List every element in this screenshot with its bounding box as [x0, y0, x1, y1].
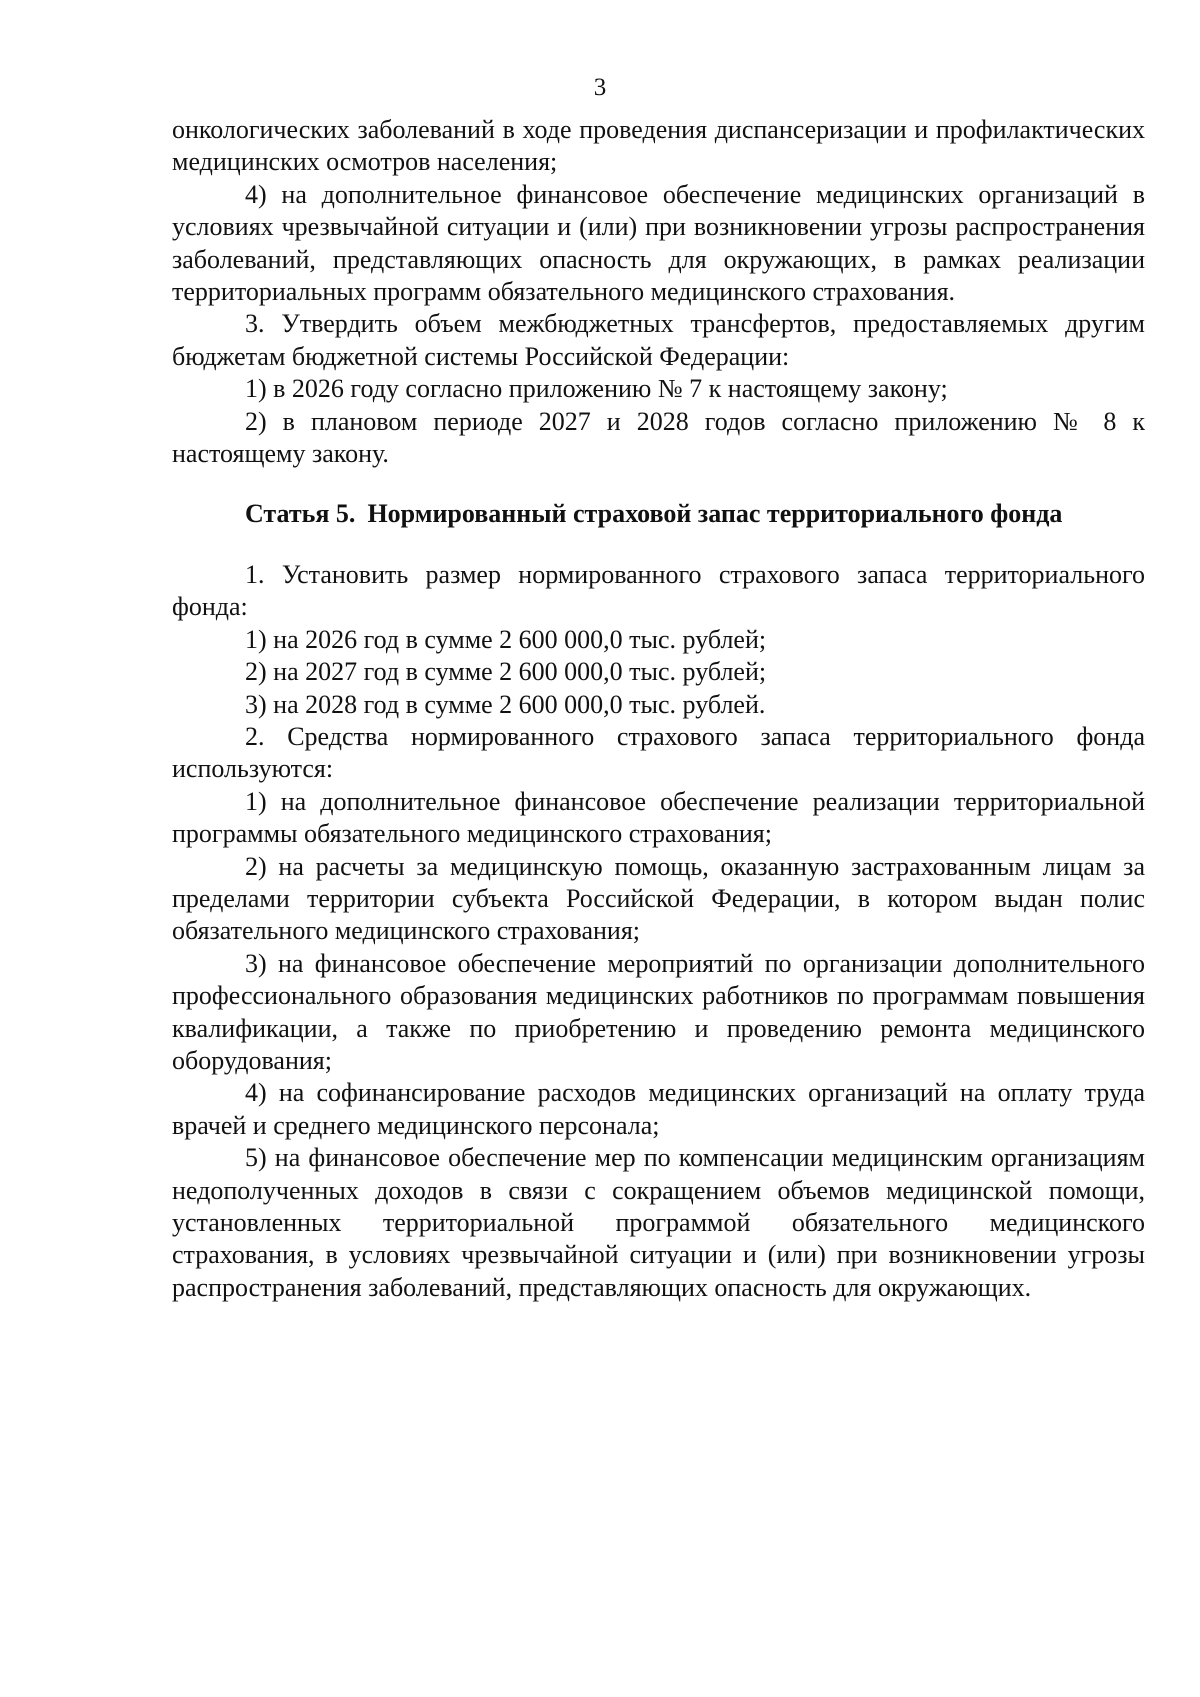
paragraph: онкологических заболеваний в ходе проведения диспансеризации и профилактических медицинских осмотров населения; — [172, 115, 1145, 177]
article-heading — [172, 498, 1145, 530]
page-number: 3 — [593, 74, 607, 101]
paragraph: 5) на финансовое обеспечение мер по компенсации медицинским организациям недополученных доходов в связи с сокращением объемов медицинской помощи, установленных территориальной программой обязательного медицинского страхования, в условиях чрезвычайной ситуации и (или) при возникновении угрозы распространения заболеваний, представляющих опасность для окружающих. — [172, 1143, 1145, 1302]
paragraph: 3) на финансовое обеспечение мероприятий по организации дополнительного профессионального образования медицинских работников по программам повышения квалификации, а также по приобретению и проведению ремонта медицинского оборудования; — [172, 948, 1145, 1075]
paragraph: 2) на расчеты за медицинскую помощь, оказанную застрахованным лицам за пределами территории субъекта Российской Федерации, в котором выдан полис обязательного медицинского страхования; — [172, 851, 1145, 946]
paragraph: 1) в 2026 году согласно приложению № 7 к настоящему закону; — [245, 374, 948, 404]
paragraphs-before — [172, 114, 1145, 470]
paragraph: 3) на 2028 год в сумме 2 600 000,0 тыс. рублей. — [245, 689, 766, 719]
paragraph: 4) на дополнительное финансовое обеспечение медицинских организаций в условиях чрезвычайной ситуации и (или) при возникновении угрозы распространения заболеваний, представляющих опасность для окружающих, в рамках реализации территориальных программ обязательного медицинского страхования. — [172, 179, 1145, 307]
article-number: Статья 5. — [245, 499, 356, 529]
paragraph: 1. Установить размер нормированного страхового запаса территориального фонда: — [172, 559, 1145, 622]
paragraph: 2) на 2027 год в сумме 2 600 000,0 тыс. рублей; — [245, 657, 767, 687]
document-body — [172, 114, 1145, 1304]
paragraph: 4) на софинансирование расходов медицинских организаций на оплату труда врачей и среднего медицинского персонала; — [172, 1078, 1145, 1140]
paragraphs-after — [172, 559, 1145, 1304]
paragraph: 2) в плановом периоде 2027 и 2028 годов согласно приложению № 8 к настоящему закону. — [172, 406, 1145, 469]
paragraph: 1) на дополнительное финансовое обеспечение реализации территориальной программы обязательного медицинского страхования; — [172, 786, 1145, 849]
paragraph: 1) на 2026 год в сумме 2 600 000,0 тыс. рублей; — [245, 624, 767, 654]
paragraph: 3. Утвердить объем межбюджетных трансфертов, предоставляемых другим бюджетам бюджетной системы Российской Федерации: — [172, 309, 1145, 371]
paragraph: 2. Средства нормированного страхового запаса территориального фонда используются: — [172, 721, 1145, 784]
article-title: Нормированный страховой запас территориального фонда — [367, 499, 1063, 529]
